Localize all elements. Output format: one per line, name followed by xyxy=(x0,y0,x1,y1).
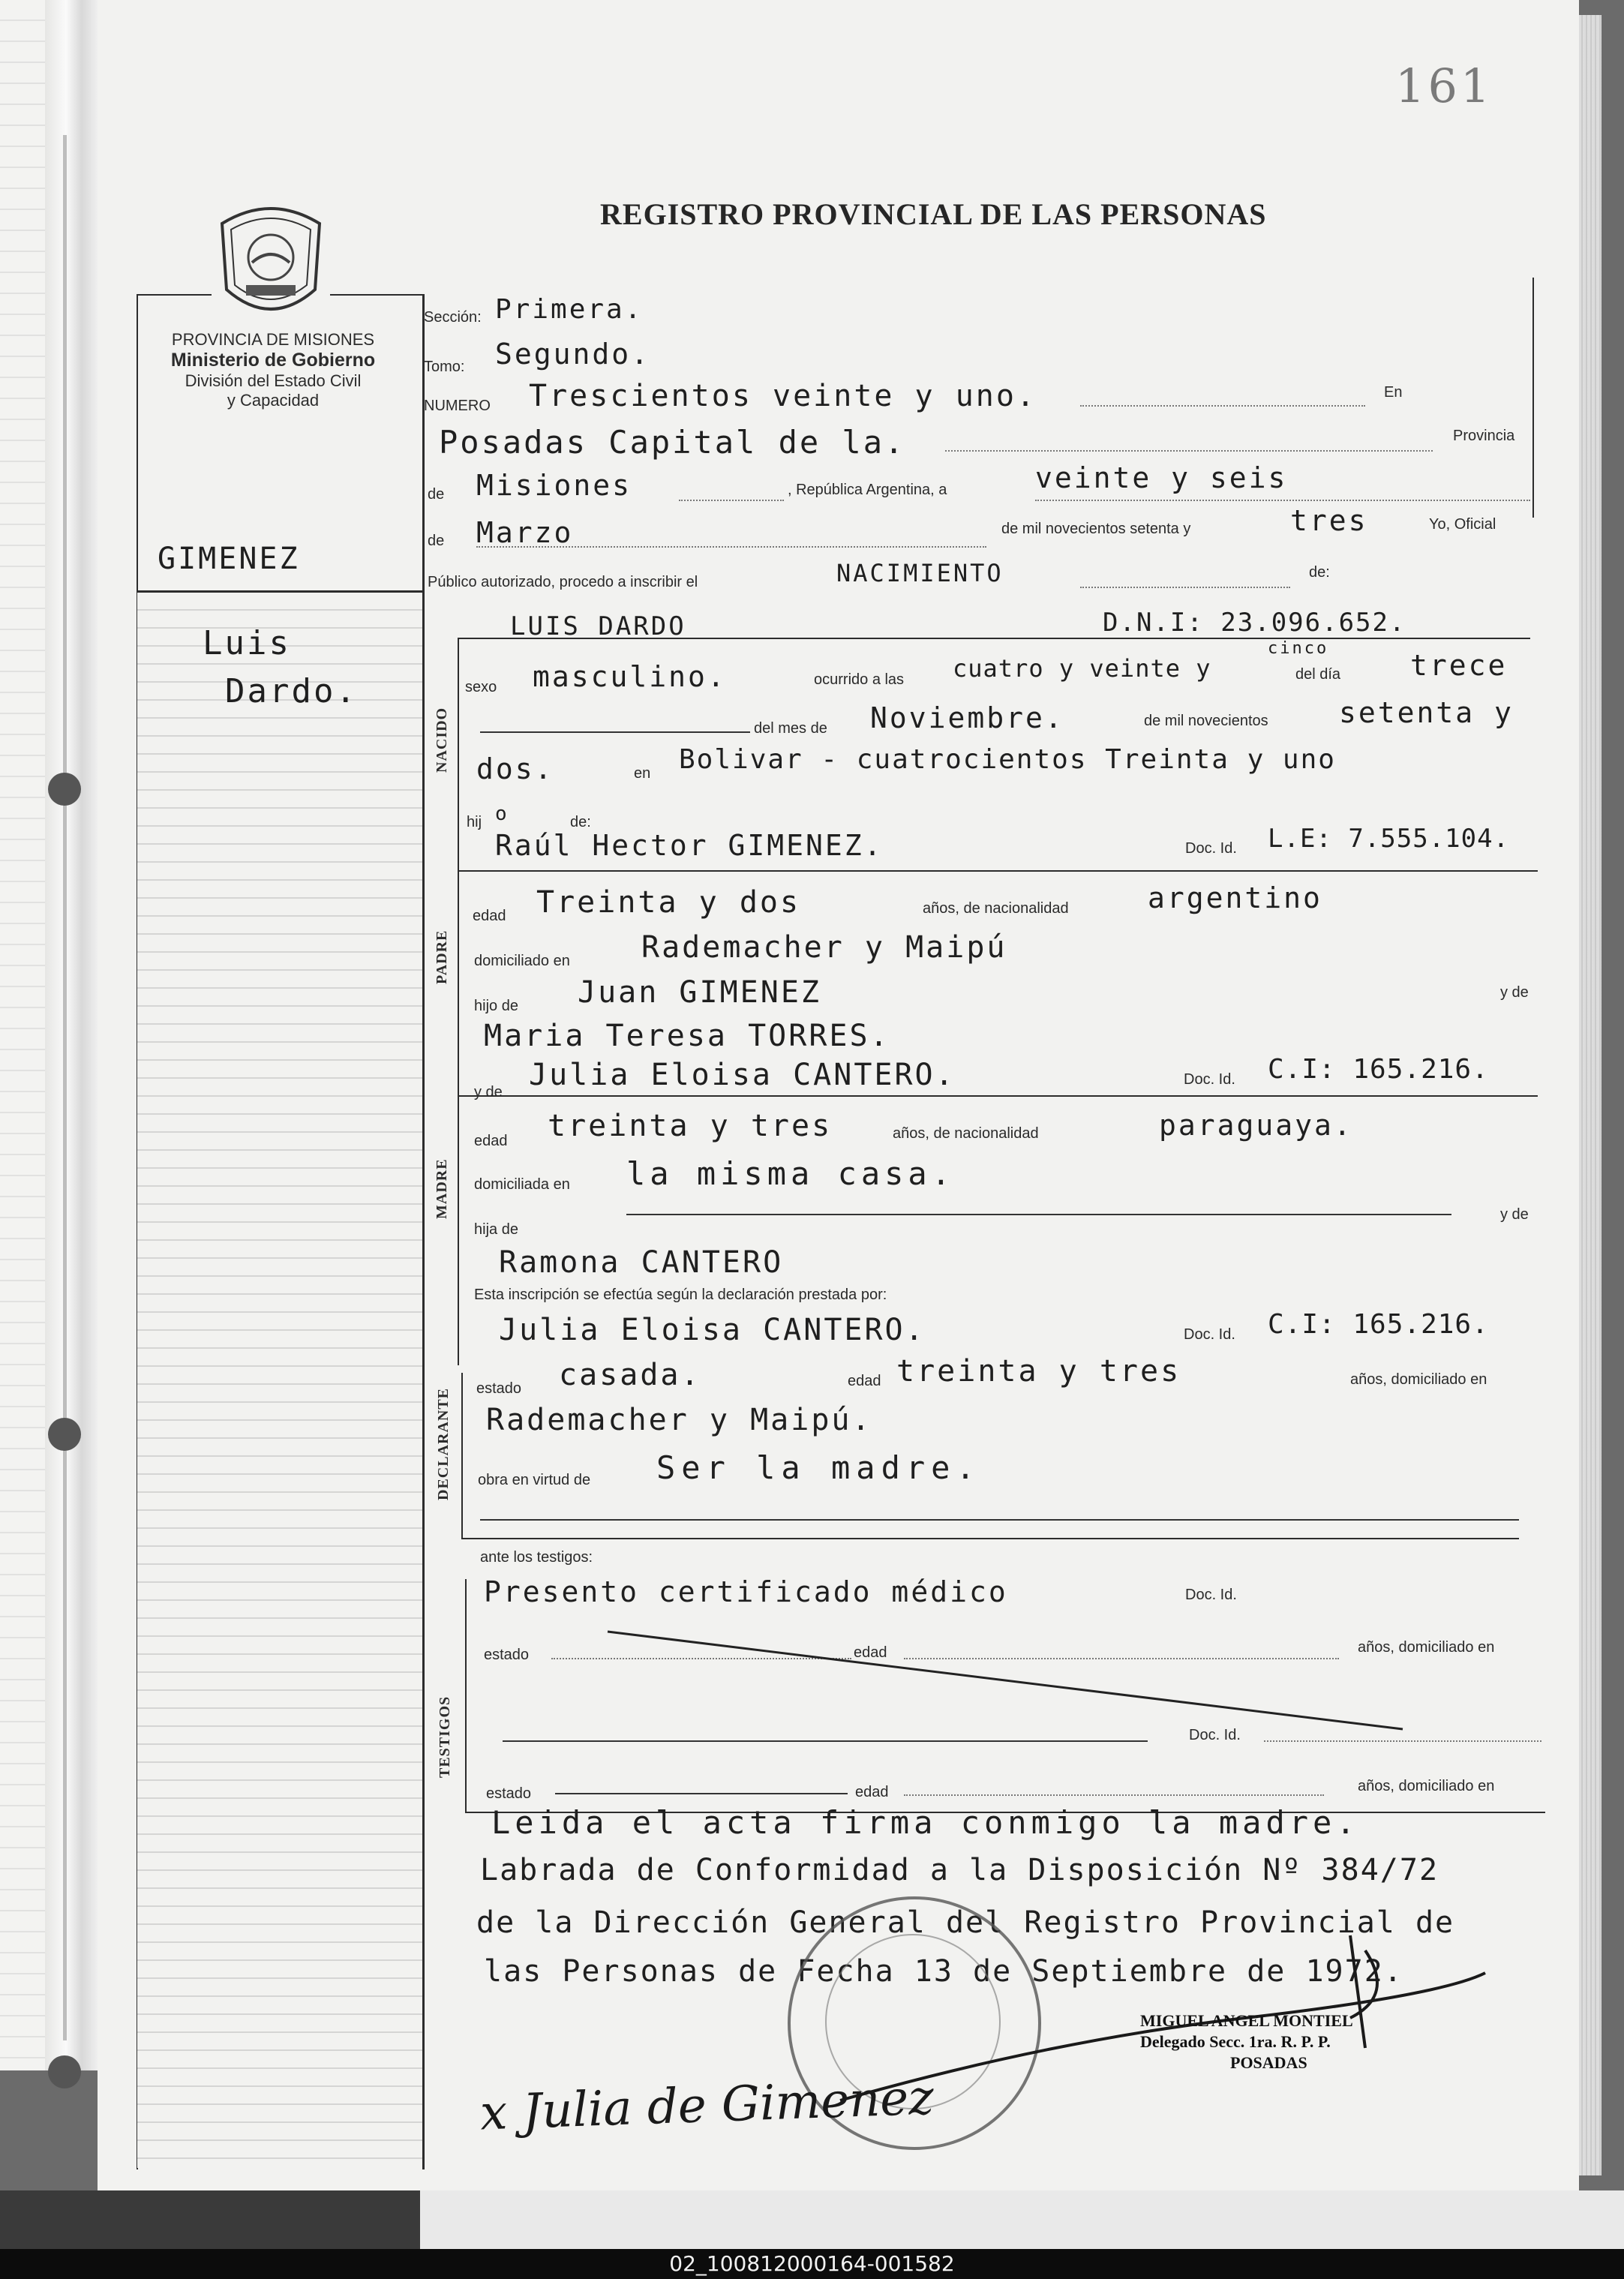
doc-id-label-5: Doc. Id. xyxy=(1189,1727,1241,1743)
decl-edad-value: treinta y tres xyxy=(896,1354,1181,1389)
margin-given-name-2: Dardo. xyxy=(225,672,358,710)
padre-dom-value: Rademacher y Maipú xyxy=(641,930,1007,965)
mes-dots xyxy=(476,546,986,548)
tomo-label: Tomo: xyxy=(424,359,465,375)
madre-doc-value: C.I: 165.216. xyxy=(1268,1054,1489,1085)
right-border xyxy=(1532,278,1534,518)
hij-suffix: o xyxy=(495,803,509,825)
blank-line xyxy=(480,731,750,733)
numero-label: NUMERO xyxy=(424,398,491,414)
rule-madre xyxy=(458,1095,1538,1097)
anio-nac-value: setenta y xyxy=(1339,696,1514,729)
de-label-3: de: xyxy=(1309,564,1330,581)
madre-madre-value: Ramona CANTERO xyxy=(499,1245,784,1280)
hora-extra-value: cinco xyxy=(1268,639,1329,658)
padre-edad-value: Treinta y dos xyxy=(536,885,801,920)
division-label: División del Estado Civil xyxy=(185,371,362,390)
en-label-2: en xyxy=(634,765,651,782)
madre-nac-value: paraguaya. xyxy=(1159,1109,1353,1142)
edad-label-2: edad xyxy=(474,1133,508,1149)
estado-label-3: estado xyxy=(486,1785,532,1802)
padre-padre-value: Juan GIMENEZ xyxy=(578,975,821,1010)
estado-line xyxy=(555,1793,848,1794)
y-de-label-2: y de xyxy=(474,1084,503,1100)
testigo2-line xyxy=(503,1740,1148,1742)
margin-divider xyxy=(422,294,425,2169)
madre-dom-value: la misma casa. xyxy=(626,1155,956,1192)
y-de-label: y de xyxy=(1500,984,1529,1001)
dia-dots xyxy=(1035,500,1530,501)
dia-nac-value: trece xyxy=(1410,649,1508,682)
section-label-nacido: NACIDO xyxy=(434,707,450,773)
padre-doc-value: L.E: 7.555.104. xyxy=(1268,824,1510,854)
acto-dots xyxy=(1080,587,1290,588)
bracket-declarante xyxy=(461,1373,463,1538)
division-label-2: y Capacidad xyxy=(227,391,320,410)
testigo1-value: Presento certificado médico xyxy=(484,1575,1008,1608)
rule-declarante xyxy=(461,1538,1519,1539)
numero-dots xyxy=(1080,405,1365,407)
doc-id-label-4: Doc. Id. xyxy=(1185,1587,1237,1603)
domiciliada-label: domiciliada en xyxy=(474,1176,570,1193)
mes-nac-value: Noviembre. xyxy=(870,701,1064,734)
lugar-dots xyxy=(945,450,1433,452)
obra-label: obra en virtud de xyxy=(478,1472,591,1488)
decl-virtud-value: Ser la madre. xyxy=(656,1449,981,1486)
doc-dots xyxy=(1264,1740,1541,1742)
note-line-4: las Personas de Fecha 13 de Septiembre de 1972. xyxy=(484,1954,1403,1989)
edad-label-5: edad xyxy=(855,1784,889,1800)
official-signature-block xyxy=(1140,2010,1353,2073)
dia-value: veinte y seis xyxy=(1035,461,1288,494)
province-label: PROVINCIA DE MISIONES xyxy=(171,330,375,349)
binding-hole xyxy=(48,773,81,806)
official-city: POSADAS xyxy=(1230,2053,1307,2072)
declarant-signature: x Julia de Gimenez xyxy=(479,2070,935,2142)
provincia-dots xyxy=(679,500,784,501)
seccion-value: Primera. xyxy=(495,294,644,325)
de-label-4: de: xyxy=(570,814,591,830)
padre-madre-value: Maria Teresa TORRES. xyxy=(484,1019,890,1053)
strike-line xyxy=(600,1628,1410,1733)
madre-nombre-value: Julia Eloisa CANTERO. xyxy=(529,1058,956,1092)
ante-label: ante los testigos: xyxy=(480,1549,593,1566)
binding-string xyxy=(63,135,67,2040)
acto-value: NACIMIENTO xyxy=(836,559,1004,587)
padre-nombre-value: Raúl Hector GIMENEZ. xyxy=(495,829,884,862)
anio-nac-value-2: dos. xyxy=(476,752,554,785)
edad-label: edad xyxy=(473,908,506,924)
top-rule-left xyxy=(137,294,212,296)
anos-dom-label-3: años, domiciliado en xyxy=(1358,1778,1495,1794)
note-line-1: Leida el acta firma conmigo la madre. xyxy=(491,1804,1360,1841)
de-mil-label: de mil novecientos xyxy=(1144,713,1268,729)
binding-hole xyxy=(48,1418,81,1451)
republica-label: , República Argentina, a xyxy=(788,482,947,498)
hija-de-label: hija de xyxy=(474,1221,518,1238)
numero-value: Trescientos veinte y uno. xyxy=(529,379,1037,413)
hija-de-line xyxy=(626,1214,1451,1215)
de-mil-setenta-label: de mil novecientos setenta y xyxy=(1001,521,1191,537)
binding-spine xyxy=(45,0,98,2070)
bracket-madre xyxy=(458,1095,459,1365)
en-label: En xyxy=(1384,384,1403,401)
ministry-name: Ministerio de Gobierno xyxy=(170,350,376,371)
margin-surname: GIMENEZ xyxy=(158,542,300,576)
doc-id-label-3: Doc. Id. xyxy=(1184,1326,1235,1343)
lugar-value: Posadas Capital de la. xyxy=(439,424,906,461)
anos-dom-label: años, domiciliado en xyxy=(1350,1371,1487,1388)
doc-id-label: Doc. Id. xyxy=(1185,840,1237,857)
bracket-nacido xyxy=(458,638,459,870)
section-label-madre: MADRE xyxy=(434,1158,450,1219)
anos-dom-label-2: años, domiciliado en xyxy=(1358,1639,1495,1656)
estado-label: estado xyxy=(476,1380,522,1397)
image-id-label: 02_100812000164-001582 xyxy=(0,2249,1624,2279)
esta-inscripcion-label: Esta inscripción se efectúa según la declaración prestada por: xyxy=(474,1287,887,1303)
scan-shadow xyxy=(0,2190,420,2250)
ocurrido-label: ocurrido a las xyxy=(814,671,905,688)
doc-id-label-2: Doc. Id. xyxy=(1184,1071,1235,1088)
anos-nac-label-2: años, de nacionalidad xyxy=(893,1125,1039,1142)
bracket-padre xyxy=(458,870,459,1095)
section-label-declarante: DECLARANTE xyxy=(435,1387,452,1500)
decl-dom-value: Rademacher y Maipú. xyxy=(486,1403,872,1437)
binding-hole xyxy=(48,2055,81,2088)
provincia-label: Provincia xyxy=(1453,428,1515,444)
estado-label-2: estado xyxy=(484,1647,530,1663)
ministry-heading xyxy=(138,330,408,410)
madre-edad-value: treinta y tres xyxy=(548,1109,833,1143)
lugar-nac-value: Bolivar - cuatrocientos Treinta y uno xyxy=(679,744,1336,775)
margin-ruled-area xyxy=(137,593,422,2168)
publico-label: Público autorizado, procedo a inscribir el xyxy=(428,574,698,590)
seccion-label: Sección: xyxy=(424,309,482,326)
sexo-value: masculino. xyxy=(533,660,727,693)
hora-value: cuatro y veinte y xyxy=(953,654,1211,683)
del-mes-label: del mes de xyxy=(754,720,827,737)
provincial-seal xyxy=(216,201,326,321)
decl-nombre-value: Julia Eloisa CANTERO. xyxy=(499,1313,926,1347)
padre-nac-value: argentino xyxy=(1148,881,1322,914)
anio-value: tres xyxy=(1290,504,1368,537)
edad-label-3: edad xyxy=(848,1373,881,1389)
official-role: Delegado Secc. 1ra. R. P. P. xyxy=(1140,2032,1331,2051)
section-label-padre: PADRE xyxy=(434,929,450,984)
bracket-testigos xyxy=(465,1579,467,1812)
section-label-testigos: TESTIGOS xyxy=(437,1695,453,1778)
margin-given-name-1: Luis xyxy=(203,624,291,662)
hijo-de-label: hijo de xyxy=(474,998,518,1014)
top-rule-right xyxy=(330,294,422,296)
de-label: de xyxy=(428,486,445,503)
sexo-label: sexo xyxy=(465,679,497,695)
yo-oficial-label: Yo, Oficial xyxy=(1429,516,1496,533)
decl-doc-value: C.I: 165.216. xyxy=(1268,1309,1489,1340)
dni-value: D.N.I: 23.096.652. xyxy=(1103,608,1406,638)
del-dia-label: del día xyxy=(1295,666,1341,683)
de-label-2: de xyxy=(428,533,445,549)
domiciliado-label: domiciliado en xyxy=(474,953,570,969)
page-number: 161 xyxy=(1395,59,1493,113)
provincia-value: Misiones xyxy=(476,469,632,502)
note-line-3: de la Dirección General del Registro Provincial de xyxy=(476,1905,1455,1940)
tomo-value: Segundo. xyxy=(495,338,651,371)
official-name: MIGUEL ANGEL MONTIEL xyxy=(1140,2011,1353,2030)
mes-value: Marzo xyxy=(476,516,574,549)
note-line-2: Labrada de Conformidad a la Disposición Nº 384/72 xyxy=(480,1853,1439,1887)
nombre-value: LUIS DARDO xyxy=(510,611,686,641)
hij-label: hij xyxy=(467,814,482,830)
edad-label-4: edad xyxy=(854,1644,887,1661)
anos-nac-label: años, de nacionalidad xyxy=(923,900,1069,917)
page-edge xyxy=(1579,15,1601,2175)
rule-padre xyxy=(458,870,1538,872)
y-de-label-3: y de xyxy=(1500,1206,1529,1223)
decl-blank-line xyxy=(480,1519,1519,1521)
edad-dots-2 xyxy=(904,1794,1324,1796)
page-title: REGISTRO PROVINCIAL DE LAS PERSONAS xyxy=(600,197,1267,231)
decl-estado-value: casada. xyxy=(559,1358,701,1392)
